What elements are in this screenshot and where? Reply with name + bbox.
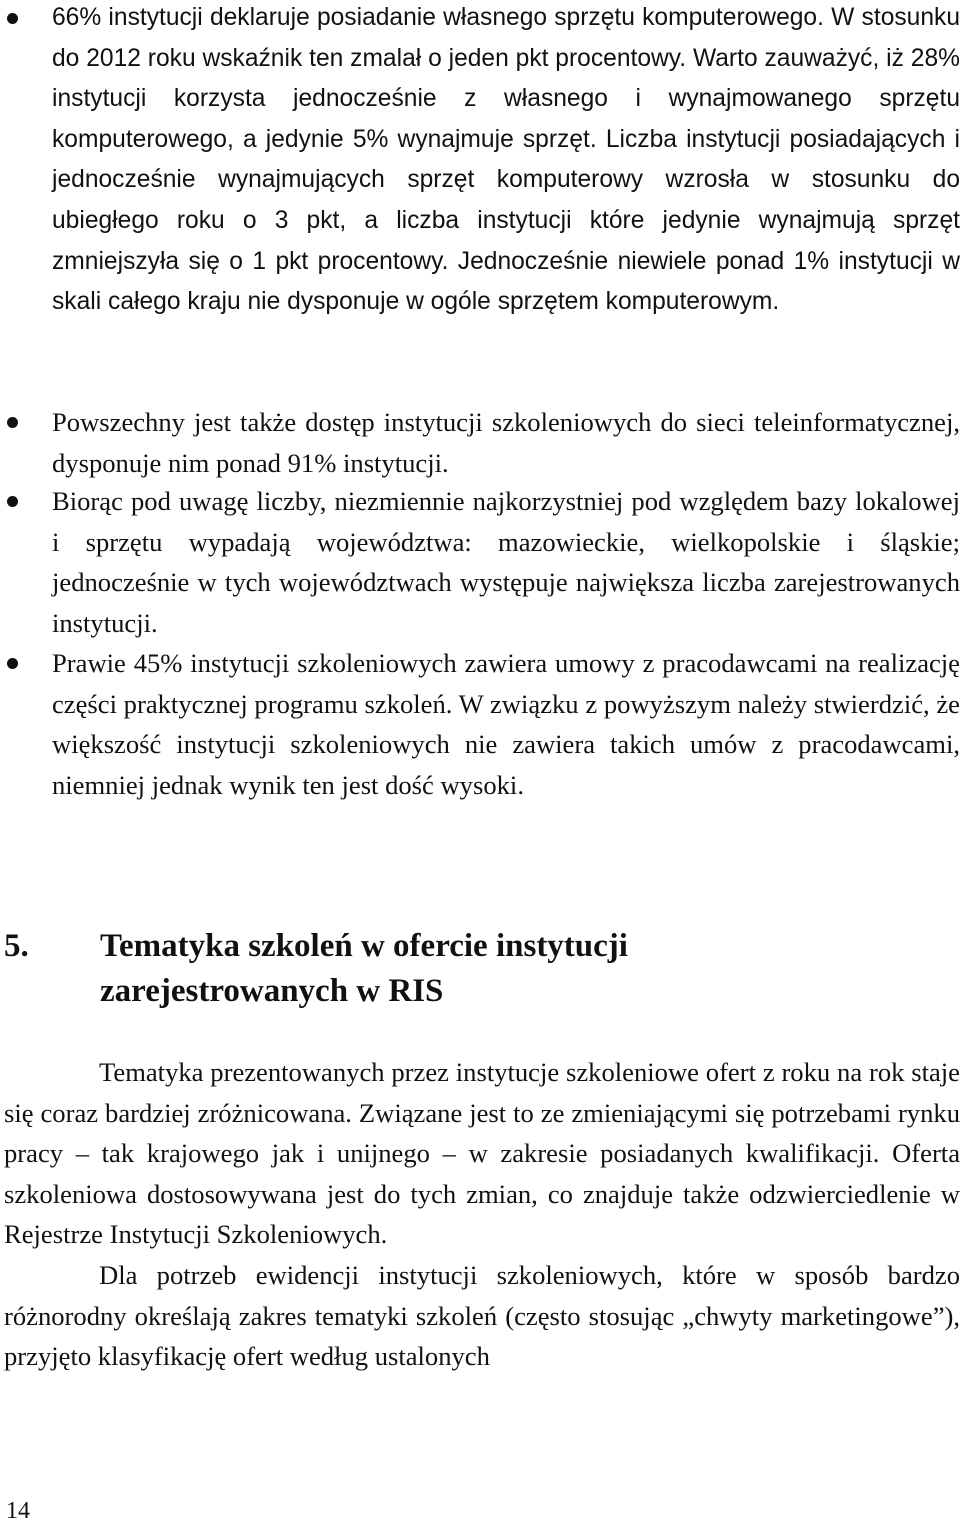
section-number: 5. <box>4 928 29 964</box>
bullet-dot-icon <box>7 417 18 428</box>
section-title <box>100 924 860 1014</box>
body-paragraph: Tematyka prezentowanych przez instytucje szkoleniowe ofert z roku na rok staje się coraz bardziej zróżnicowana. Związane jest to ze zmieniającymi się potrzebami rynku pracy – tak krajowego jak i unijnego – w zakresie posiadanych kwalifikacji. Oferta szkoleniowa dostosowywana jest do tych zmian, co znajduje także odzwierciedlenie w Rejestrze Instytucji Szkoleniowych. <box>4 1057 960 1250</box>
bullet-dot-icon <box>7 496 18 507</box>
bullet-text: Biorąc pod uwagę liczby, niezmiennie najkorzystniej pod względem bazy lokalowej i sprzętu wypadają województwa: mazowieckie, wielkopolskie i śląskie; jednocześnie w tych województwach występuje największa liczba zarejestrowanych instytucji. <box>52 486 960 638</box>
bullet-item <box>0 481 960 643</box>
bullet-block-equipment <box>0 0 960 323</box>
bullet-item <box>0 402 960 483</box>
section-body <box>4 1052 960 1377</box>
bullet-item <box>0 0 960 323</box>
bullet-text: Powszechny jest także dostęp instytucji szkoleniowych do sieci teleinformatycznej, dysponuje nim ponad 91% instytucji. <box>52 407 960 478</box>
bullet-text: 66% instytucji deklaruje posiadanie własnego sprzętu komputerowego. W stosunku do 2012 roku wskaźnik ten zmalał o jeden pkt procentowy. Warto zauważyć, iż 28% instytucji korzysta jednocześnie z własnego i wynajmowanego sprzętu komputerowego, a jedynie 5% wynajmuje sprzęt. Liczba instytucji posiadających i jednocześnie wynajmujących sprzęt komputerowy wzrosła w stosunku do ubiegłego roku o 3 pkt, a liczba instytucji które jedynie wynajmują sprzęt zmniejszyła się o 1 pkt procentowy. Jednocześnie niewiele ponad 1% instytucji w skali całego kraju nie dysponuje w ogóle sprzętem komputerowym. <box>52 4 960 316</box>
bullet-dot-icon <box>7 13 18 24</box>
bullet-dot-icon <box>7 658 18 669</box>
section-title-line: zarejestrowanych w RIS <box>100 973 444 1009</box>
bullet-block-regions <box>0 481 960 643</box>
page-number: 14 <box>6 1498 30 1524</box>
bullet-item <box>0 643 960 805</box>
bullet-block-network <box>0 402 960 483</box>
bullet-block-employers <box>0 643 960 805</box>
bullet-text: Prawie 45% instytucji szkoleniowych zawiera umowy z pracodawcami na realizację części praktycznej programu szkoleń. W związku z powyższym należy stwierdzić, że większość instytucji szkoleniowych nie zawiera takich umów z pracodawcami, niemniej jednak wynik ten jest dość wysoki. <box>52 648 960 800</box>
body-paragraph: Dla potrzeb ewidencji instytucji szkoleniowych, które w sposób bardzo różnorodny określają zakres tematyki szkoleń (często stosując „chwyty marketingowe”), przyjęto klasyfikację ofert według ustalonych <box>4 1259 960 1372</box>
section-title-line: Tematyka szkoleń w ofercie instytucji <box>100 928 628 964</box>
